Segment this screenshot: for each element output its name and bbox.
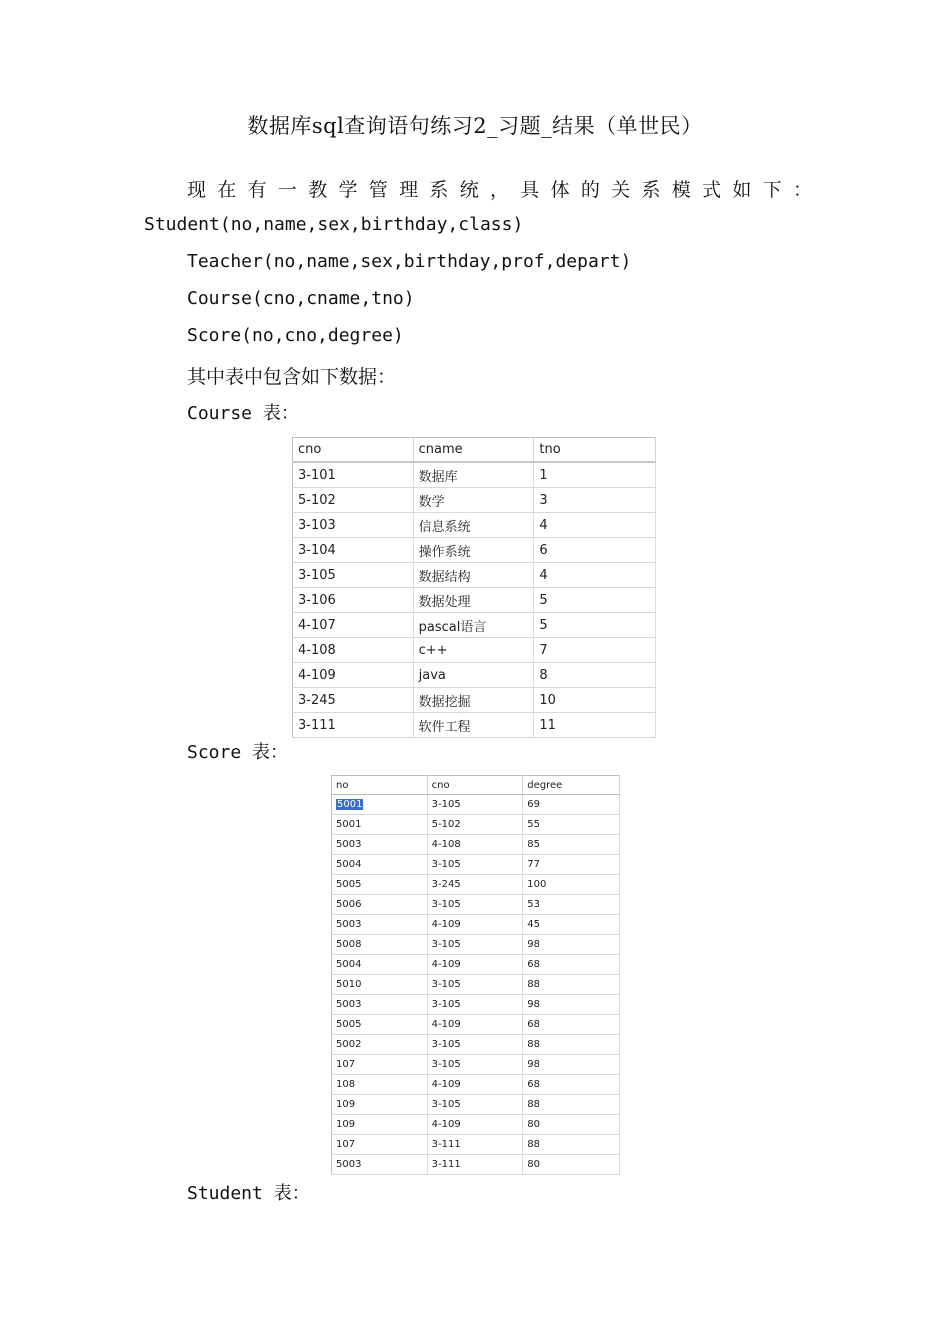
- score-table-row[interactable]: [332, 795, 620, 815]
- course-table-row[interactable]: [293, 462, 656, 488]
- score-table-row[interactable]: [332, 855, 620, 875]
- course-table-row[interactable]: [293, 688, 656, 713]
- course-table-cell[interactable]: 数据处理: [413, 588, 534, 613]
- course-table-cell[interactable]: 3-104: [293, 538, 414, 563]
- course-table-cell[interactable]: 数据结构: [413, 563, 534, 588]
- selected-cell-text: 5001: [337, 799, 363, 810]
- score-table-cell[interactable]: 3-105: [427, 935, 523, 955]
- course-table-cell[interactable]: 4: [534, 513, 656, 538]
- student-table-label: Student 表：: [187, 1183, 310, 1204]
- score-table-row[interactable]: [332, 1095, 620, 1115]
- score-table-row[interactable]: [332, 975, 620, 995]
- score-table-cell[interactable]: 69: [523, 795, 620, 815]
- course-table-cell[interactable]: 3: [534, 488, 656, 513]
- course-table-cell[interactable]: pascal语言: [413, 613, 534, 638]
- score-table-cell[interactable]: 5005: [332, 1015, 428, 1035]
- score-table-row[interactable]: [332, 1135, 620, 1155]
- score-table-row[interactable]: [332, 995, 620, 1015]
- course-table-cell[interactable]: 5: [534, 588, 656, 613]
- score-column-header[interactable]: cno: [427, 776, 523, 795]
- score-table-cell[interactable]: 107: [332, 1135, 428, 1155]
- course-table-screenshot: [290, 435, 660, 739]
- course-table-cell[interactable]: 3-103: [293, 513, 414, 538]
- score-table-cell[interactable]: 3-105: [427, 975, 523, 995]
- score-table-body: [332, 795, 620, 1175]
- course-table-row[interactable]: [293, 563, 656, 588]
- course-table-cell[interactable]: 3-111: [293, 713, 414, 738]
- score-table-row[interactable]: [332, 1055, 620, 1075]
- score-table-cell[interactable]: 3-105: [427, 1095, 523, 1115]
- score-table-cell[interactable]: 3-105: [427, 995, 523, 1015]
- course-table-label: Course 表：: [187, 403, 299, 424]
- score-table-cell[interactable]: 3-105: [427, 895, 523, 915]
- course-table-cell[interactable]: 数学: [413, 488, 534, 513]
- score-table-cell[interactable]: 80: [523, 1115, 620, 1135]
- score-table-cell[interactable]: 5008: [332, 935, 428, 955]
- score-table-cell[interactable]: 5006: [332, 895, 428, 915]
- score-table-cell[interactable]: [332, 795, 428, 815]
- page-title: 数据库sql查询语句练习2_习题_结果（单世民）: [247, 114, 703, 138]
- course-table-cell[interactable]: 4: [534, 563, 656, 588]
- score-table-row[interactable]: [332, 1035, 620, 1055]
- score-table-row[interactable]: [332, 875, 620, 895]
- score-column-header[interactable]: no: [332, 776, 428, 795]
- score-table-cell[interactable]: 3-105: [427, 795, 523, 815]
- score-table-row[interactable]: [332, 1115, 620, 1135]
- score-table-cell[interactable]: 5003: [332, 835, 428, 855]
- course-table-row[interactable]: [293, 713, 656, 738]
- score-table-cell[interactable]: 68: [523, 955, 620, 975]
- score-table-row[interactable]: [332, 815, 620, 835]
- score-table-cell[interactable]: 5004: [332, 855, 428, 875]
- course-table-cell[interactable]: 1: [534, 462, 656, 488]
- score-table-cell[interactable]: 77: [523, 855, 620, 875]
- score-table-row[interactable]: [332, 1075, 620, 1095]
- course-table-cell[interactable]: 信息系统: [413, 513, 534, 538]
- schema-score: Score(no,cno,degree): [187, 325, 404, 346]
- course-table-cell[interactable]: 4-108: [293, 638, 414, 663]
- score-table: [331, 775, 620, 1175]
- score-table-cell[interactable]: 5010: [332, 975, 428, 995]
- score-table-cell[interactable]: 107: [332, 1055, 428, 1075]
- score-table-cell[interactable]: 88: [523, 975, 620, 995]
- course-table-cell[interactable]: 5-102: [293, 488, 414, 513]
- course-table: [292, 437, 656, 738]
- course-table-cell[interactable]: 10: [534, 688, 656, 713]
- course-table-cell[interactable]: 4-107: [293, 613, 414, 638]
- score-table-cell[interactable]: 80: [523, 1155, 620, 1175]
- score-table-cell[interactable]: 4-109: [427, 955, 523, 975]
- score-table-cell[interactable]: 5005: [332, 875, 428, 895]
- score-table-cell[interactable]: 68: [523, 1015, 620, 1035]
- score-table-cell[interactable]: 5-102: [427, 815, 523, 835]
- score-table-cell[interactable]: 55: [523, 815, 620, 835]
- score-table-cell[interactable]: 109: [332, 1095, 428, 1115]
- score-table-cell[interactable]: 4-109: [427, 1115, 523, 1135]
- course-table-row[interactable]: [293, 538, 656, 563]
- score-table-cell[interactable]: 98: [523, 935, 620, 955]
- intro-text: 现在有一教学管理系统，具体的关系模式如下：: [187, 179, 824, 201]
- score-table-row[interactable]: [332, 915, 620, 935]
- score-table-cell[interactable]: 3-111: [427, 1155, 523, 1175]
- score-table-cell[interactable]: 4-109: [427, 1015, 523, 1035]
- schema-course: Course(cno,cname,tno): [187, 288, 415, 309]
- course-table-row[interactable]: [293, 613, 656, 638]
- course-table-cell[interactable]: 7: [534, 638, 656, 663]
- course-table-cell[interactable]: 3-105: [293, 563, 414, 588]
- course-column-header[interactable]: tno: [534, 438, 656, 463]
- course-table-header: [293, 438, 656, 463]
- course-table-cell[interactable]: 5: [534, 613, 656, 638]
- score-table-cell[interactable]: 88: [523, 1135, 620, 1155]
- course-table-cell[interactable]: 数据挖掘: [413, 688, 534, 713]
- score-table-cell[interactable]: 4-109: [427, 915, 523, 935]
- score-table-cell[interactable]: 68: [523, 1075, 620, 1095]
- score-table-header: [332, 776, 620, 795]
- score-table-cell[interactable]: 108: [332, 1075, 428, 1095]
- score-table-cell[interactable]: 100: [523, 875, 620, 895]
- score-table-cell[interactable]: 3-105: [427, 1035, 523, 1055]
- score-table-cell[interactable]: 3-105: [427, 1055, 523, 1075]
- score-table-cell[interactable]: 98: [523, 995, 620, 1015]
- score-table-cell[interactable]: 3-105: [427, 855, 523, 875]
- course-table-cell[interactable]: 3-101: [293, 462, 414, 488]
- course-table-cell[interactable]: 3-245: [293, 688, 414, 713]
- course-table-cell[interactable]: 4-109: [293, 663, 414, 688]
- score-table-cell[interactable]: 5002: [332, 1035, 428, 1055]
- course-table-cell[interactable]: 数据库: [413, 462, 534, 488]
- course-table-cell[interactable]: 6: [534, 538, 656, 563]
- course-table-cell[interactable]: 软件工程: [413, 713, 534, 738]
- score-table-cell[interactable]: 5003: [332, 1155, 428, 1175]
- score-table-cell[interactable]: 5001: [332, 815, 428, 835]
- course-table-cell[interactable]: java: [413, 663, 534, 688]
- score-table-row[interactable]: [332, 955, 620, 975]
- course-table-cell[interactable]: 操作系统: [413, 538, 534, 563]
- course-table-cell[interactable]: 8: [534, 663, 656, 688]
- course-table-cell[interactable]: 3-106: [293, 588, 414, 613]
- data-intro-text: 其中表中包含如下数据：: [187, 366, 397, 388]
- score-table-cell[interactable]: 53: [523, 895, 620, 915]
- score-table-cell[interactable]: 88: [523, 1035, 620, 1055]
- score-column-header[interactable]: degree: [523, 776, 620, 795]
- score-table-label: Score 表：: [187, 742, 289, 763]
- course-column-header[interactable]: cname: [413, 438, 534, 463]
- schema-student: Student(no,name,sex,birthday,class): [144, 214, 524, 235]
- course-table-row[interactable]: [293, 588, 656, 613]
- score-table-row[interactable]: [332, 935, 620, 955]
- score-table-cell[interactable]: 4-109: [427, 1075, 523, 1095]
- score-table-cell[interactable]: 5003: [332, 915, 428, 935]
- score-table-row[interactable]: [332, 1015, 620, 1035]
- score-table-cell[interactable]: 5004: [332, 955, 428, 975]
- score-table-cell[interactable]: 98: [523, 1055, 620, 1075]
- course-table-row[interactable]: [293, 513, 656, 538]
- score-table-cell[interactable]: 45: [523, 915, 620, 935]
- course-column-header[interactable]: cno: [293, 438, 414, 463]
- score-table-cell[interactable]: 3-111: [427, 1135, 523, 1155]
- score-table-cell[interactable]: 4-108: [427, 835, 523, 855]
- course-table-row[interactable]: [293, 663, 656, 688]
- score-table-cell[interactable]: 5003: [332, 995, 428, 1015]
- score-table-cell[interactable]: 3-245: [427, 875, 523, 895]
- course-table-row[interactable]: [293, 638, 656, 663]
- course-table-cell[interactable]: 11: [534, 713, 656, 738]
- score-table-row[interactable]: [332, 835, 620, 855]
- score-table-cell[interactable]: 109: [332, 1115, 428, 1135]
- schema-teacher: Teacher(no,name,sex,birthday,prof,depart): [187, 251, 632, 272]
- score-table-cell[interactable]: 85: [523, 835, 620, 855]
- course-table-cell[interactable]: c++: [413, 638, 534, 663]
- course-table-row[interactable]: [293, 488, 656, 513]
- score-table-row[interactable]: [332, 895, 620, 915]
- course-table-body: [293, 462, 656, 738]
- score-table-cell[interactable]: 88: [523, 1095, 620, 1115]
- score-table-row[interactable]: [332, 1155, 620, 1175]
